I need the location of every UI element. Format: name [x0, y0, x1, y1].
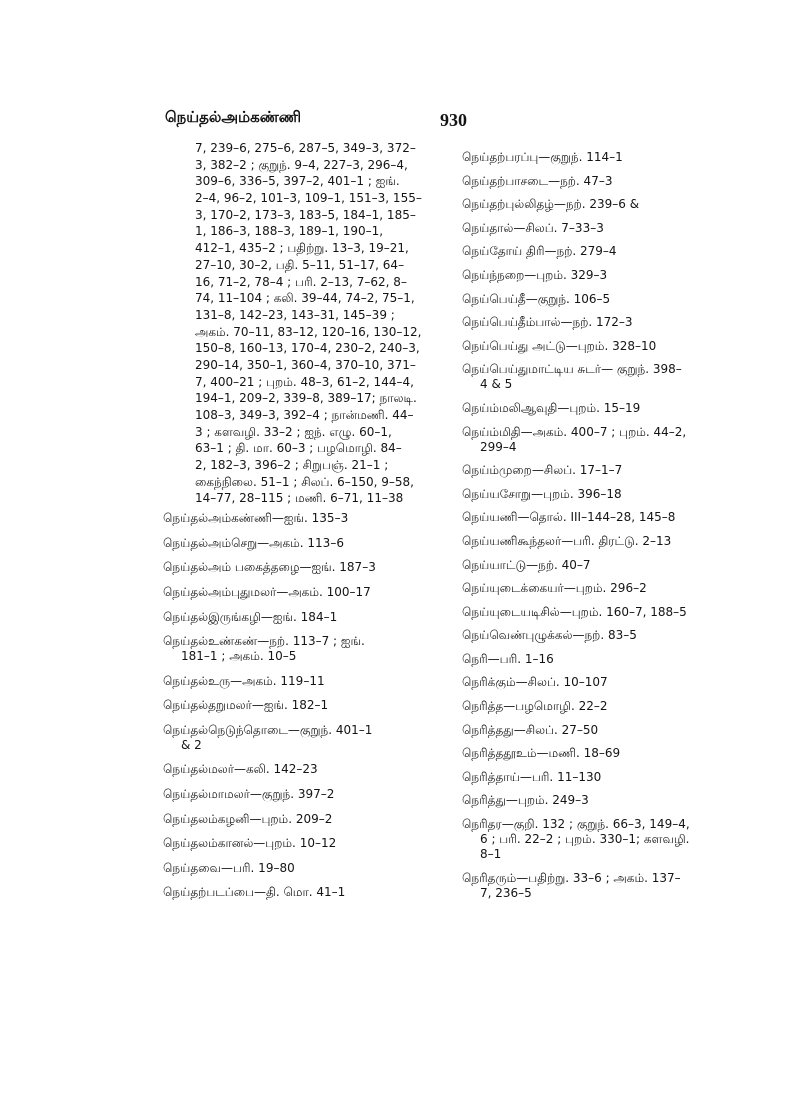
continued-entry-line: 7, 400–21 ; புறம். 48–3, 61–2, 144–4,	[195, 374, 414, 389]
left-column	[163, 140, 448, 910]
entry-line: நெய்தல்தறுமலர்—ஐங். 182–1	[163, 698, 329, 713]
entry-line: நெரித்து—புறம். 249–3	[462, 793, 589, 808]
index-entry	[462, 699, 724, 714]
continued-entry	[163, 140, 448, 507]
entry-line: நெரிக்கும்—சிலப். 10–107	[462, 675, 608, 690]
entry-line: நெய்யாட்டு—நற். 40–7	[462, 557, 591, 572]
entry-line: நெய்ந்நறை—புறம். 329–3	[462, 267, 608, 282]
entry-line: நெய்தற்பாசடை—நற். 47–3	[462, 173, 613, 188]
entry-line: 6 ; பரி. 22–2 ; புறம். 330–1; களவழி.	[480, 832, 690, 847]
index-entry	[462, 487, 724, 502]
entry-line: நெய்யுடையடிசில்—புறம். 160–7, 188–5	[462, 604, 687, 619]
index-entry	[462, 339, 724, 354]
index-entry	[462, 463, 724, 478]
entry-line: நெய்தல்அம்புதுமலர்—அகம். 100–17	[163, 584, 371, 599]
index-entry	[163, 610, 448, 625]
entry-line: நெய்தல்மாமலர்—குறுந். 397–2	[163, 787, 335, 802]
index-entry	[462, 581, 724, 596]
index-entry	[163, 585, 448, 600]
continued-entry-line: 3 ; களவழி. 33–2 ; ஐந். எழு. 60–1,	[195, 424, 392, 439]
index-entry	[163, 698, 448, 713]
entry-line: நெய்தல்அம் பகைத்தழை—ஐங். 187–3	[163, 560, 376, 575]
index-entry	[462, 770, 724, 785]
index-entry	[462, 605, 724, 620]
index-entry	[163, 634, 448, 664]
index-entry	[163, 787, 448, 802]
entry-line: நெய்தல்நெடுந்தொடை—குறுந். 401–1	[163, 722, 373, 737]
entry-line: நெய்யணிகூந்தலர்—பரி. திரட்டு. 2–13	[462, 533, 672, 548]
entry-line: நெய்தற்பரப்பு—குறுந். 114–1	[462, 150, 623, 164]
index-entry	[163, 536, 448, 551]
entry-line: நெய்தல்மலர்—கலி. 142–23	[163, 762, 318, 777]
continued-entry-line: 16, 71–2, 78–4 ; பரி. 2–13, 7–62, 8–	[195, 274, 407, 289]
continued-entry-line: 74, 11–104 ; கலி. 39–44, 74–2, 75–1,	[195, 291, 415, 306]
entry-line: நெய்பெய்து அட்டு—புறம். 328–10	[462, 338, 657, 353]
entry-line: நெரித்ததூஉம்—மணி. 18–69	[462, 746, 621, 761]
entry-line: நெய்தல்அம்கண்ணி—ஐங். 135–3	[163, 511, 349, 526]
continued-entry-line: 3, 170–2, 173–3, 183–5, 184–1, 185–	[195, 207, 416, 222]
index-entry	[462, 675, 724, 690]
entry-line: நெய்வெண்புழுக்கல்—நற். 83–5	[462, 628, 637, 643]
index-entry	[462, 871, 724, 901]
index-entry	[462, 315, 724, 330]
index-entry	[462, 244, 724, 259]
entry-line: 8–1	[480, 847, 502, 862]
continued-entry-line: அகம். 70–11, 83–12, 120–16, 130–12,	[195, 324, 422, 339]
continued-entry-line: 412–1, 435–2 ; பதிற்று. 13–3, 19–21,	[195, 241, 409, 256]
continued-entry-line: 27–10, 30–2, பதி. 5–11, 51–17, 64–	[195, 257, 405, 272]
entry-line: 7, 236–5	[480, 885, 532, 900]
entry-line: நெய்தல்அம்செறு—அகம். 113–6	[163, 535, 344, 550]
entry-line: நெரித்தாய்—பரி. 11–130	[462, 769, 602, 784]
index-entry	[163, 674, 448, 689]
index-entry	[163, 762, 448, 777]
index-entry	[163, 560, 448, 575]
right-column	[462, 150, 724, 909]
entry-line: நெய்தற்படப்பை—தி. மொ. 41–1	[163, 885, 346, 900]
entry-line: நெய்தவை—பரி. 19–80	[163, 860, 295, 875]
entry-line: நெய்யுடைக்கையர்—புறம். 296–2	[462, 581, 647, 596]
index-entry	[462, 197, 724, 212]
entry-line: நெய்யணி—தொல். III–144–28, 145–8	[462, 510, 676, 525]
entry-line: நெய்தால்—சிலப். 7–33–3	[462, 220, 604, 235]
entry-line: 4 & 5	[480, 377, 513, 392]
index-entry	[462, 723, 724, 738]
continued-entry-line: 1, 186–3, 188–3, 189–1, 190–1,	[195, 224, 384, 239]
entry-line: நெரித்தது—சிலப். 27–50	[462, 722, 599, 737]
index-entry	[462, 817, 724, 862]
index-entry	[462, 534, 724, 549]
entry-line: நெய்தல்உரு—அகம். 119–11	[163, 673, 325, 688]
index-entry	[462, 268, 724, 283]
index-entry	[462, 746, 724, 761]
page-number: 930	[440, 110, 467, 130]
entry-line: நெரித்த—பழமொழி. 22–2	[462, 699, 608, 714]
continued-entry-line: 63–1 ; தி. மா. 60–3 ; பழமொழி. 84–	[195, 441, 402, 456]
continued-entry-line: 108–3, 349–3, 392–4 ; நான்மணி. 44–	[195, 408, 414, 422]
entry-line: நெய்தல்உண்கண்—நற். 113–7 ; ஐங்.	[163, 634, 365, 649]
index-entry	[462, 558, 724, 573]
continued-entry-line: 2–4, 96–2, 101–3, 109–1, 151–3, 155–	[195, 191, 422, 206]
entry-line: 299–4	[480, 439, 517, 454]
index-entry	[163, 723, 448, 753]
entry-line: நெய்தோய் திரி—நற். 279–4	[462, 244, 617, 259]
continued-entry-line: 309–6, 336–5, 397–2, 401–1 ; ஐங்.	[195, 174, 400, 189]
entry-line: நெரிதரும்—பதிற்று. 33–6 ; அகம். 137–	[462, 870, 681, 885]
index-entry	[462, 174, 724, 189]
continued-entry-line: 14–77, 28–115 ; மணி. 6–71, 11–38	[195, 491, 404, 506]
continued-entry-line: 290–14, 350–1, 360–4, 370–10, 371–	[195, 357, 416, 372]
continued-entry-line: 150–8, 160–13, 170–4, 230–2, 240–3,	[195, 341, 420, 356]
entry-line: நெய்பெய்தீம்பால்—நற். 172–3	[462, 315, 633, 330]
index-entry	[462, 292, 724, 307]
entry-line: நெய்தலம்கானல்—புறம். 10–12	[163, 836, 337, 851]
continued-entry-line: 131–8, 142–23, 143–31, 145–39 ;	[195, 307, 395, 322]
continued-entry-line: 3, 382–2 ; குறுந். 9–4, 227–3, 296–4,	[195, 157, 408, 172]
entry-line: நெரிதர—குறி. 132 ; குறுந். 66–3, 149–4,	[462, 817, 690, 832]
entry-line: & 2	[181, 737, 202, 752]
index-entry	[462, 425, 724, 455]
entry-line: நெய்தலம்கழனி—புறம். 209–2	[163, 811, 333, 826]
continued-entry-line: 2, 182–3, 396–2 ; சிறுபஞ். 21–1 ;	[195, 458, 389, 473]
running-head: நெய்தல்அம்கண்ணி	[165, 108, 302, 126]
entry-line: நெய்யசோறு—புறம். 396–18	[462, 486, 622, 501]
continued-entry-line: 194–1, 209–2, 339–8, 389–17; நாலடி.	[195, 391, 417, 406]
index-entry	[163, 885, 448, 900]
entry-line: நெய்பெய்துமாட்டிய சுடர்— குறுந். 398–	[462, 362, 682, 377]
index-entry	[462, 652, 724, 667]
entry-line: நெய்ம்முறை—சிலப். 17–1–7	[462, 463, 623, 478]
index-entry	[462, 510, 724, 525]
entry-line: நெரி—பரி. 1–16	[462, 651, 554, 666]
index-entry	[163, 511, 448, 526]
index-entry	[462, 628, 724, 643]
continued-entry-line: 7, 239–6, 275–6, 287–5, 349–3, 372–	[195, 141, 416, 155]
index-entry	[462, 221, 724, 236]
index-entry	[462, 793, 724, 808]
index-entry	[462, 150, 724, 165]
index-entry	[163, 861, 448, 876]
entry-line: நெய்ம்மலிஆவுதி—புறம். 15–19	[462, 400, 641, 415]
entry-line: நெய்தற்புல்லிதழ்—நற். 239–6 &	[462, 197, 640, 212]
entry-line: நெய்பெய்தீ—குறுந். 106–5	[462, 291, 611, 306]
entry-line: நெய்தல்இருங்கழி—ஐங். 184–1	[163, 609, 338, 624]
entry-line: 181–1 ; அகம். 10–5	[181, 649, 297, 664]
entry-line: நெய்ம்மிதி—அகம். 400–7 ; புறம். 44–2,	[462, 424, 687, 439]
index-entry	[163, 836, 448, 851]
index-entry	[163, 812, 448, 827]
index-entry	[462, 362, 724, 392]
continued-entry-line: கைந்நிலை. 51–1 ; சிலப். 6–150, 9–58,	[195, 474, 414, 489]
index-entry	[462, 401, 724, 416]
